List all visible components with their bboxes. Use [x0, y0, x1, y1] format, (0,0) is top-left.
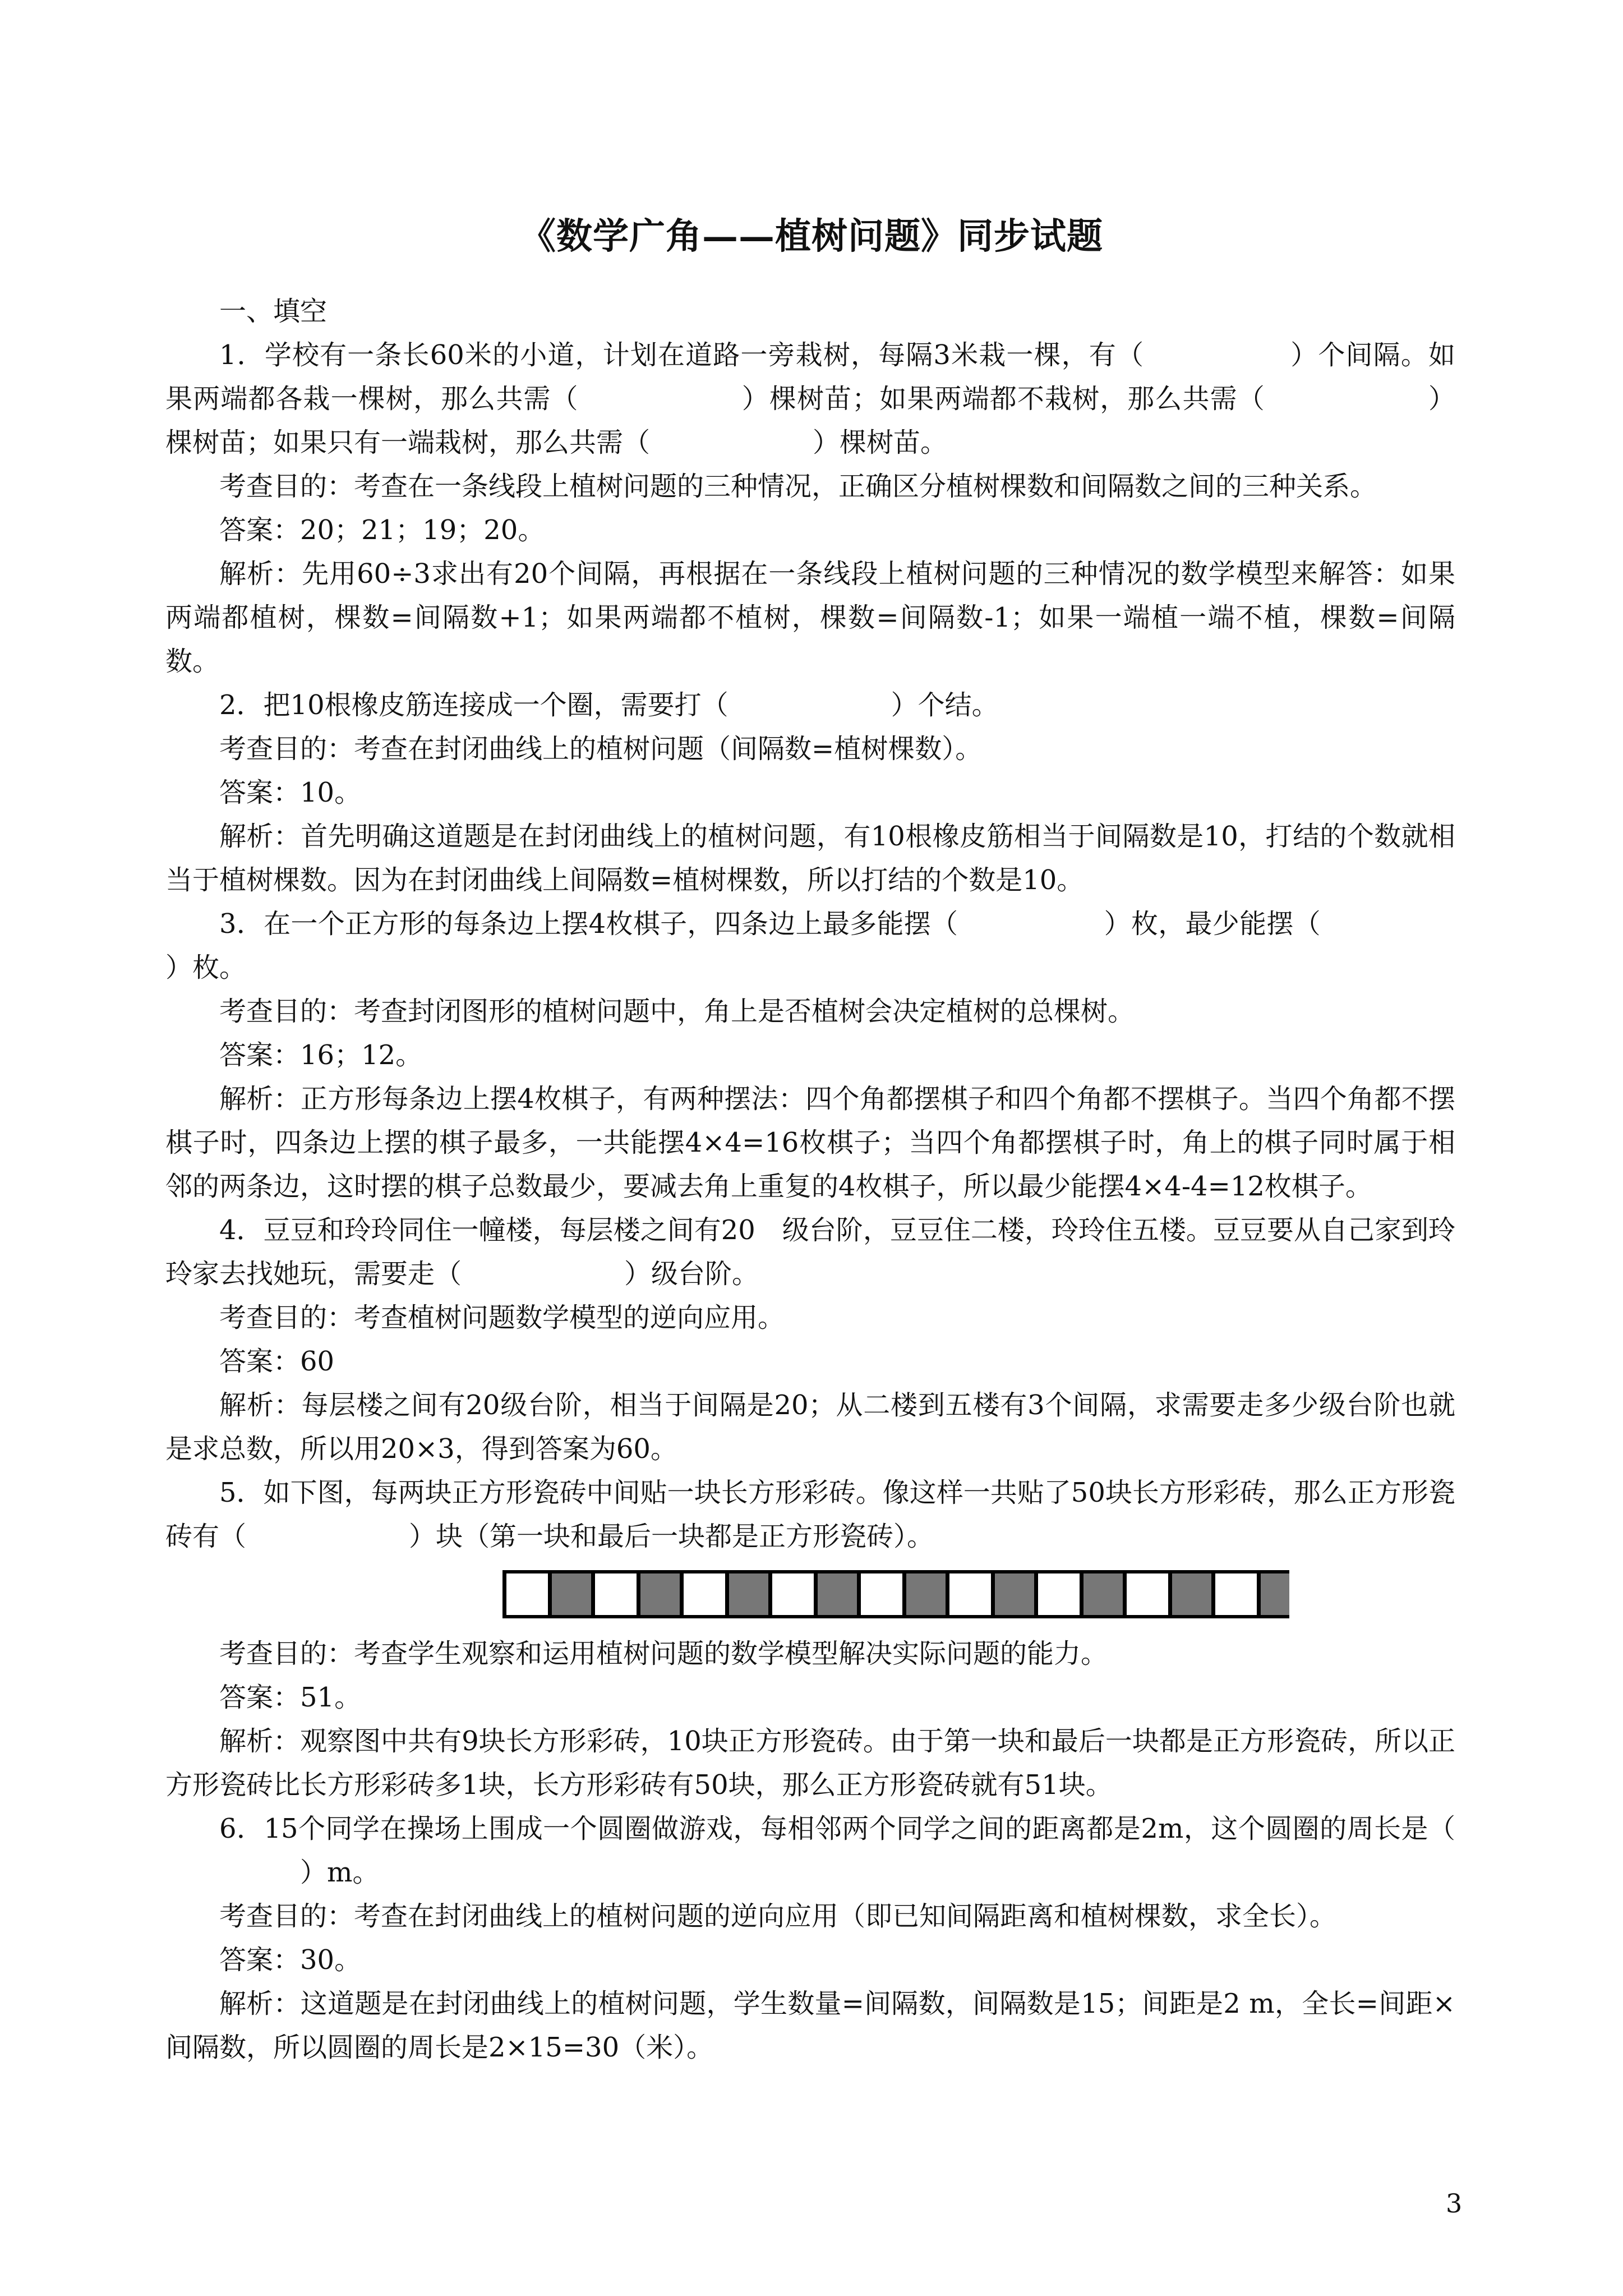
question-3 — [165, 902, 1455, 990]
square-tile — [861, 1573, 902, 1615]
q5-text-a: 5．如下图，每两块正方形瓷砖中间贴一块长方形彩砖。像这样一共贴了50块长方形彩砖，那么正方形瓷砖有（ — [165, 1477, 1455, 1552]
q4-purpose: 考查目的：考查植树问题数学模型的逆向应用。 — [219, 1302, 785, 1333]
q4-text-b: ）级台阶。 — [624, 1258, 759, 1290]
q6-answer: 答案：30。 — [219, 1944, 362, 1976]
page-title: 《数学广角——植树问题》同步试题 — [520, 215, 1103, 257]
rect-tile — [1083, 1573, 1123, 1615]
square-tile — [772, 1573, 814, 1615]
square-tile — [684, 1573, 725, 1615]
q1-purpose: 考查目的：考查在一条线段上植树问题的三种情况，正确区分植树棵数和间隔数之间的三种关系。 — [219, 471, 1377, 502]
q3-analysis: 解析：正方形每条边上摆4枚棋子，有两种摆法：四个角都摆棋子和四个角都不摆棋子。当四个角都不摆棋子时，四条边上摆的棋子最多，一共能摆4×4=16枚棋子；当四个角都摆棋子时，角上的棋子同时属于相邻的两条边，这时摆的棋子总数最少，要减去角上重复的4枚棋子，所以最少能摆4×4-4=12枚棋子。 — [165, 1083, 1455, 1202]
question-6 — [165, 1807, 1455, 1894]
tile-figure-row — [165, 1558, 1455, 1632]
q2-purpose: 考查目的：考查在封闭曲线上的植树问题（间隔数=植树棵数）。 — [219, 733, 983, 765]
q1-text-d: ）棵树苗；如果只有一端栽树，那么共需（ — [165, 383, 1455, 458]
q3-purpose: 考查目的：考查封闭图形的植树问题中，角上是否植树会决定植树的总棵树。 — [219, 996, 1135, 1027]
square-tile — [1038, 1573, 1080, 1615]
rect-tile — [906, 1573, 946, 1615]
square-tile — [506, 1573, 548, 1615]
q3-text-b: ）枚，最少能摆（ — [1104, 908, 1321, 940]
q5-answer: 答案：51。 — [219, 1682, 362, 1713]
page-number: 3 — [1446, 2188, 1463, 2219]
q3-text-c: ）枚。 — [165, 952, 247, 983]
question-4 — [165, 1208, 1455, 1296]
q1-text-a: 1．学校有一条长60米的小道，计划在道路一旁栽树，每隔3米栽一棵，有（ — [219, 339, 1145, 371]
square-tile — [1215, 1573, 1257, 1615]
q1-text-c: ）棵树苗；如果两端都不栽树，那么共需（ — [741, 383, 1265, 415]
q6-purpose: 考查目的：考查在封闭曲线上的植树问题的逆向应用（即已知间隔距离和植树棵数，求全长）。 — [219, 1901, 1337, 1932]
q1-text-b: ）个间隔。如果两端都各栽一棵树，那么共需（ — [165, 339, 1455, 415]
q5-analysis: 解析：观察图中共有9块长方形彩砖，10块正方形瓷砖。由于第一块和最后一块都是正方形瓷砖，所以正方形瓷砖比长方形彩砖多1块，长方形彩砖有50块，那么正方形瓷砖就有51块。 — [165, 1726, 1455, 1801]
square-tile — [949, 1573, 991, 1615]
rect-tile — [995, 1573, 1034, 1615]
square-tile — [595, 1573, 637, 1615]
q4-analysis: 解析：每层楼之间有20级台阶，相当于间隔是20；从二楼到五楼有3个间隔，求需要走多少级台阶也就是求总数，所以用20×3，得到答案为60。 — [165, 1389, 1455, 1465]
q2-answer: 答案：10。 — [219, 777, 362, 808]
q6-text-b: ）m。 — [300, 1857, 380, 1888]
q4-answer: 答案：60 — [219, 1346, 335, 1377]
section-heading: 一、填空 — [219, 296, 328, 327]
rect-tile — [552, 1573, 591, 1615]
q2-text-b: ）个结。 — [891, 689, 999, 721]
rect-tile — [818, 1573, 857, 1615]
question-content — [165, 289, 1455, 2069]
q6-text-a: 6．15个同学在操场上围成一个圆圈做游戏，每相邻两个同学之间的距离都是2m，这个圆圈的周长是（ — [219, 1813, 1455, 1844]
q3-answer: 答案：16；12。 — [219, 1039, 423, 1071]
rect-tile — [640, 1573, 680, 1615]
q1-analysis: 解析：先用60÷3求出有20个间隔，再根据在一条线段上植树问题的三种情况的数学模型来解答：如果两端都植树，棵数=间隔数+1；如果两端都不植树，棵数=间隔数-1；如果一端植一端不植，棵数=间隔数。 — [165, 558, 1455, 677]
tile-figure — [502, 1568, 1289, 1622]
q4-text-a: 4．豆豆和玲玲同住一幢楼，每层楼之间有20 级台阶，豆豆住二楼，玲玲住五楼。豆豆要从自己家到玲玲家去找她玩，需要走（ — [165, 1214, 1455, 1290]
q1-answer: 答案：20；21；19；20。 — [219, 514, 545, 546]
q3-text-a: 3．在一个正方形的每条边上摆4枚棋子，四条边上最多能摆（ — [219, 908, 958, 940]
q2-text-a: 2．把10根橡皮筋连接成一个圈，需要打（ — [219, 689, 728, 721]
square-tile — [1127, 1573, 1168, 1615]
question-5 — [165, 1471, 1455, 1558]
q6-analysis: 解析：这道题是在封闭曲线上的植树问题，学生数量=间隔数，间隔数是15；间距是2 m，全长=间距×间隔数，所以圆圈的周长是2×15=30（米）。 — [165, 1988, 1455, 2063]
q2-analysis: 解析：首先明确这道题是在封闭曲线上的植树问题，有10根橡皮筋相当于间隔数是10，打结的个数就相当于植树棵数。因为在封闭曲线上间隔数=植树棵数，所以打结的个数是10。 — [165, 821, 1455, 896]
q5-text-b: ）块（第一块和最后一块都是正方形瓷砖）。 — [409, 1521, 934, 1552]
question-2 — [165, 683, 1455, 727]
rect-tile — [1261, 1573, 1289, 1615]
q1-text-e: ）棵树苗。 — [813, 427, 948, 458]
rect-tile — [1172, 1573, 1211, 1615]
rect-tile — [729, 1573, 768, 1615]
question-1 — [165, 333, 1455, 464]
q5-purpose: 考查目的：考查学生观察和运用植树问题的数学模型解决实际问题的能力。 — [219, 1638, 1108, 1669]
